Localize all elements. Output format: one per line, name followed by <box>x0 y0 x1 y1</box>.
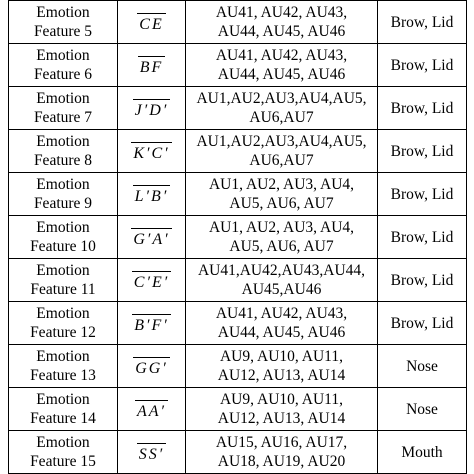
segment-symbol: GG′ <box>135 355 168 378</box>
segment-symbol: SS′ <box>139 441 165 464</box>
feature-cell <box>9 431 118 474</box>
feature-label-line2: Feature 11 <box>30 281 96 298</box>
segment-symbol: AA′ <box>137 398 166 421</box>
region-cell <box>378 130 467 173</box>
symbol-cell <box>118 44 186 87</box>
feature-label-line2: Feature 7 <box>33 109 93 126</box>
feature-label-line2: Feature 14 <box>30 410 96 427</box>
feature-cell <box>9 1 118 44</box>
region-cell <box>378 216 467 259</box>
table-row <box>9 345 467 388</box>
action-units-line1: AU41, AU42, AU43, <box>215 305 348 322</box>
face-region-label: Brow, Lid <box>390 142 454 160</box>
feature-label-line2: Feature 5 <box>33 23 93 40</box>
feature-label-line2: Feature 6 <box>33 66 93 83</box>
feature-label-line1: Emotion <box>36 434 90 451</box>
feature-cell <box>9 173 118 216</box>
table-row <box>9 1 467 44</box>
action-units-line1: AU41, AU42, AU43, <box>215 47 348 64</box>
symbol-cell <box>118 173 186 216</box>
action-units-line2: AU5, AU6, AU7 <box>229 195 334 212</box>
action-units-line1: AU9, AU10, AU11, <box>219 391 343 408</box>
face-region-label: Brow, Lid <box>390 228 454 246</box>
symbol-cell <box>118 259 186 302</box>
action-units-line2: AU44, AU45, AU46 <box>217 324 346 341</box>
table-row <box>9 173 467 216</box>
action-units-cell <box>186 388 378 431</box>
region-cell <box>378 345 467 388</box>
emotion-feature-table <box>8 0 467 474</box>
feature-label-line1: Emotion <box>36 219 90 236</box>
feature-cell <box>9 345 118 388</box>
region-cell <box>378 302 467 345</box>
feature-cell <box>9 388 118 431</box>
action-units-line2: AU6,AU7 <box>249 109 314 126</box>
table-row <box>9 388 467 431</box>
region-cell <box>378 259 467 302</box>
feature-label-line2: Feature 13 <box>30 367 96 384</box>
feature-label-line1: Emotion <box>36 133 90 150</box>
symbol-cell <box>118 130 186 173</box>
symbol-cell <box>118 87 186 130</box>
feature-cell <box>9 87 118 130</box>
face-region-label: Brow, Lid <box>390 99 454 117</box>
feature-label-line1: Emotion <box>36 262 90 279</box>
face-region-label: Brow, Lid <box>390 185 454 203</box>
action-units-line2: AU12, AU13, AU14 <box>217 367 346 384</box>
action-units-line1: AU15, AU16, AU17, <box>215 434 348 451</box>
face-region-label: Nose <box>406 357 438 375</box>
action-units-cell <box>186 259 378 302</box>
table-row <box>9 259 467 302</box>
action-units-cell <box>186 216 378 259</box>
feature-cell <box>9 259 118 302</box>
feature-cell <box>9 44 118 87</box>
emotion-feature-table-container <box>8 0 466 474</box>
region-cell <box>378 431 467 474</box>
action-units-line2: AU44, AU45, AU46 <box>217 66 346 83</box>
feature-cell <box>9 302 118 345</box>
segment-symbol: J′D′ <box>135 97 169 120</box>
feature-label-line1: Emotion <box>36 305 90 322</box>
feature-label-line2: Feature 10 <box>30 238 96 255</box>
region-cell <box>378 87 467 130</box>
feature-label-line1: Emotion <box>36 391 90 408</box>
action-units-line2: AU6,AU7 <box>249 152 314 169</box>
segment-symbol: CE <box>139 11 163 34</box>
symbol-cell <box>118 345 186 388</box>
feature-label-line1: Emotion <box>36 4 90 21</box>
feature-label-line2: Feature 15 <box>30 453 96 470</box>
region-cell <box>378 173 467 216</box>
segment-symbol: K′C′ <box>133 140 169 163</box>
feature-label-line2: Feature 12 <box>30 324 96 341</box>
region-cell <box>378 1 467 44</box>
table-row <box>9 216 467 259</box>
action-units-line2: AU12, AU13, AU14 <box>217 410 346 427</box>
action-units-line1: AU9, AU10, AU11, <box>219 348 343 365</box>
action-units-line2: AU18, AU19, AU20 <box>217 453 346 470</box>
symbol-cell <box>118 431 186 474</box>
face-region-label: Mouth <box>401 443 443 461</box>
region-cell <box>378 44 467 87</box>
face-region-label: Brow, Lid <box>390 314 454 332</box>
segment-symbol: BF <box>140 54 164 77</box>
action-units-line1: AU41, AU42, AU43, <box>215 4 348 21</box>
feature-label-line2: Feature 9 <box>33 195 93 212</box>
action-units-line1: AU1,AU2,AU3,AU4,AU5, <box>196 90 367 107</box>
action-units-line2: AU5, AU6, AU7 <box>229 238 334 255</box>
segment-symbol: G′A′ <box>133 226 169 249</box>
action-units-line1: AU1,AU2,AU3,AU4,AU5, <box>196 133 367 150</box>
feature-label-line2: Feature 8 <box>33 152 93 169</box>
action-units-cell <box>186 345 378 388</box>
segment-symbol: C′E′ <box>134 269 169 292</box>
face-region-label: Brow, Lid <box>390 13 454 31</box>
feature-cell <box>9 216 118 259</box>
feature-label-line1: Emotion <box>36 348 90 365</box>
action-units-line2: AU45,AU46 <box>241 281 322 298</box>
feature-label-line1: Emotion <box>36 47 90 64</box>
action-units-line1: AU1, AU2, AU3, AU4, <box>208 219 355 236</box>
face-region-label: Nose <box>406 400 438 418</box>
action-units-cell <box>186 173 378 216</box>
face-region-label: Brow, Lid <box>390 56 454 74</box>
table-body <box>9 0 467 474</box>
table-row <box>9 431 467 474</box>
face-region-label: Brow, Lid <box>390 271 454 289</box>
action-units-cell <box>186 302 378 345</box>
symbol-cell <box>118 1 186 44</box>
table-row <box>9 44 467 87</box>
feature-label-line1: Emotion <box>36 90 90 107</box>
symbol-cell <box>118 388 186 431</box>
action-units-cell <box>186 44 378 87</box>
table-row <box>9 87 467 130</box>
region-cell <box>378 388 467 431</box>
action-units-line1: AU1, AU2, AU3, AU4, <box>208 176 355 193</box>
action-units-line1: AU41,AU42,AU43,AU44, <box>197 262 366 279</box>
segment-symbol: B′F′ <box>134 312 169 335</box>
segment-symbol: L′B′ <box>135 183 169 206</box>
table-row <box>9 130 467 173</box>
action-units-cell <box>186 87 378 130</box>
symbol-cell <box>118 302 186 345</box>
table-row <box>9 302 467 345</box>
action-units-cell <box>186 431 378 474</box>
action-units-cell <box>186 130 378 173</box>
symbol-cell <box>118 216 186 259</box>
action-units-cell <box>186 1 378 44</box>
action-units-line2: AU44, AU45, AU46 <box>217 23 346 40</box>
feature-cell <box>9 130 118 173</box>
feature-label-line1: Emotion <box>36 176 90 193</box>
